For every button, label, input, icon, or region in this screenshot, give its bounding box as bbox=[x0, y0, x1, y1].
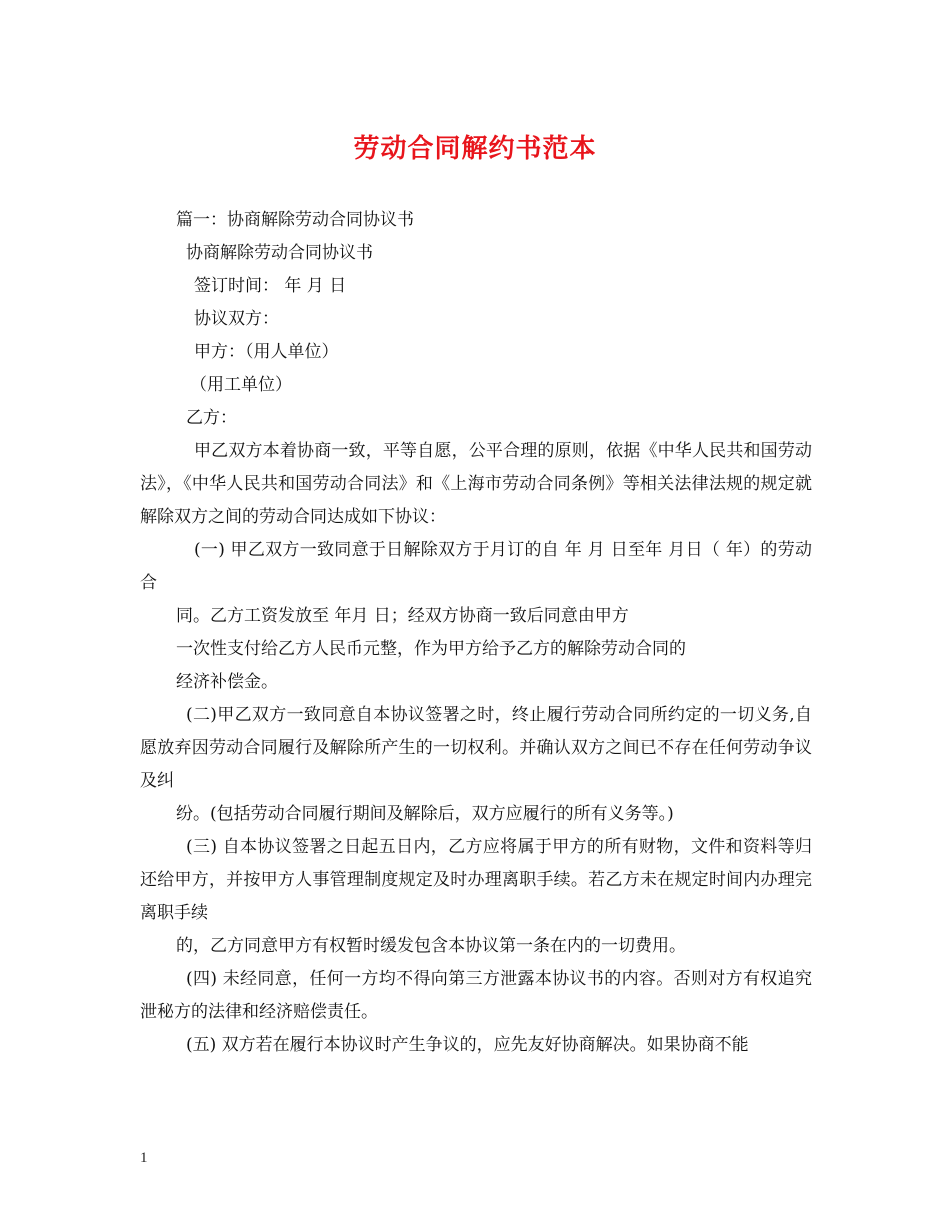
clause-2-paragraph: (二)甲乙双方一致同意自本协议签署之时，终止履行劳动合同所约定的一切义务,自愿放弃因劳动合同履行及解除所产生的一切权利。并确认双方之间已不存在任何劳动争议及纠 bbox=[140, 705, 812, 791]
preamble-paragraph: 甲乙双方本着协商一致，平等自愿，公平合理的原则，依据《中华人民共和国劳动法》，《中华人民共和国劳动合同法》和《上海市劳动合同条例》等相关法律法规的规定就解除双方之间的劳动合同达成如下协议： bbox=[140, 441, 812, 527]
document-body bbox=[140, 204, 812, 1062]
clause-3-line-2: 的，乙方同意甲方有权暂时缓发包含本协议第一条在内的一切费用。 bbox=[176, 936, 686, 956]
page-title: 劳动合同解约书范本 bbox=[353, 134, 597, 164]
clause-1-paragraph: (一) 甲乙双方一致同意于日解除双方于月订的自 年 月 日至年 月日（ 年）的劳动合 bbox=[140, 540, 812, 593]
clause-1-line-2: 同。乙方工资发放至 年月 日；经双方协商一致后同意由甲方 bbox=[176, 606, 629, 626]
party-b-line: 乙方： bbox=[186, 408, 237, 428]
clause-3-paragraph: (三) 自本协议签署之日起五日内，乙方应将属于甲方的所有财物，文件和资料等归还给甲方，并按甲方人事管理制度规定及时办理离职手续。若乙方未在规定时间内办理完离职手续 bbox=[140, 837, 812, 923]
agreement-title: 协商解除劳动合同协议书 bbox=[186, 243, 373, 263]
parties-label: 协议双方： bbox=[194, 309, 279, 329]
clause-2-line-2: 纷。(包括劳动合同履行期间及解除后，双方应履行的所有义务等。) bbox=[176, 804, 674, 824]
clause-1-line-3: 一次性支付给乙方人民币元整，作为甲方给予乙方的解除劳动合同的 bbox=[176, 639, 686, 659]
clause-4-paragraph: (四) 未经同意，任何一方均不得向第三方泄露本协议书的内容。否则对方有权追究泄秘方的法律和经济赔偿责任。 bbox=[140, 969, 812, 1022]
clause-5-paragraph: (五) 双方若在履行本协议时产生争议的，应先友好协商解决。如果协商不能 bbox=[186, 1035, 749, 1055]
page-number: 1 bbox=[140, 1150, 148, 1166]
employer-unit-line: （用工单位） bbox=[190, 375, 292, 395]
signing-date-line: 签订时间： 年 月 日 bbox=[194, 276, 347, 296]
section-heading: 篇一：协商解除劳动合同协议书 bbox=[176, 210, 414, 230]
clause-1-line-4: 经济补偿金。 bbox=[176, 672, 278, 692]
party-a-line: 甲方：（用人单位） bbox=[194, 342, 339, 362]
